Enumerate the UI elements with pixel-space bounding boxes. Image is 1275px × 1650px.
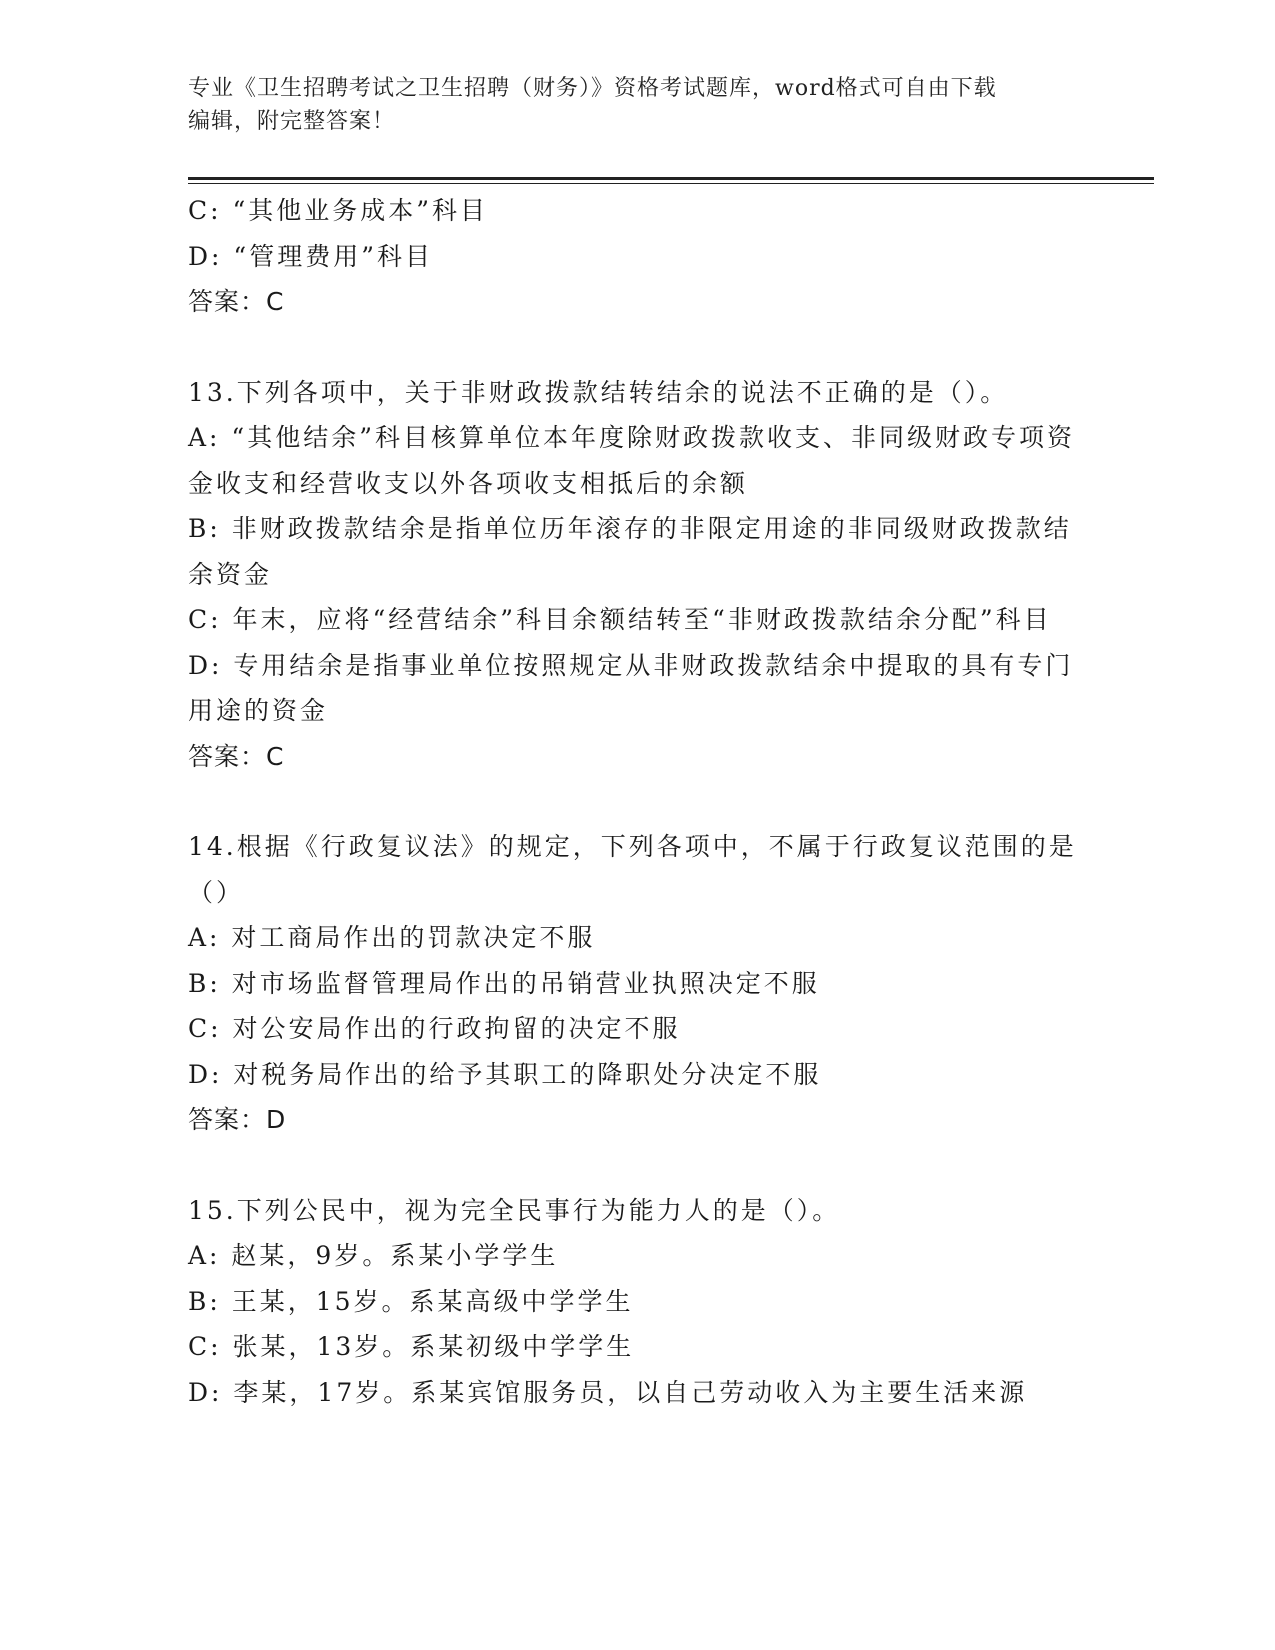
header-divider-thin [188,183,1154,184]
option-b: B: 非财政拨款结余是指单位历年滚存的非限定用途的非同级财政拨款结余资金 [188,514,1072,589]
option-b: B: 王某，15岁。系某高级中学学生 [188,1286,634,1316]
question-list [188,188,1078,1415]
option-d: D: 专用结余是指事业单位按照规定从非财政拨款结余中提取的具有专门用途的资金 [188,650,1074,725]
option-b: B: 对市场监督管理局作出的吊销营业执照决定不服 [188,968,820,998]
answer: 答案：D [188,1105,287,1134]
answer: 答案：C [188,287,285,316]
question-stem: 14.根据《行政复议法》的规定，下列各项中，不属于行政复议范围的是（） [188,832,1077,907]
option-a: A: 赵某，9岁。系某小学学生 [188,1241,559,1270]
option-d: D: 对税务局作出的给予其职工的降职处分决定不服 [188,1059,822,1089]
answer: 答案：C [188,741,285,771]
option-c: C: “其他业务成本”科目 [188,196,489,225]
document-header [188,72,1088,138]
option-d: D: 李某，17岁。系某宾馆服务员，以自己劳动收入为主要生活来源 [188,1377,1028,1407]
header-line-1: 专业《卫生招聘考试之卫生招聘（财务）》资格考试题库，word格式可自由下载 [188,76,997,101]
header-line-2: 编辑，附完整答案！ [188,109,396,134]
question-15 [188,1188,1078,1416]
option-a: A: 对工商局作出的罚款决定不服 [188,923,596,952]
question-12-tail [188,188,1078,325]
question-14 [188,824,1078,1143]
option-a: A: “其他结余”科目核算单位本年度除财政拨款收支、非同级财政专项资金收支和经营收支以外各项收支相抵后的余额 [188,423,1075,498]
header-divider-thick [188,177,1154,180]
question-13 [188,370,1078,780]
option-c: C: 年末，应将“经营结余”科目余额结转至“非财政拨款结余分配”科目 [188,605,1052,634]
question-stem: 15.下列公民中，视为完全民事行为能力人的是（）。 [188,1195,841,1225]
option-c: C: 张某，13岁。系某初级中学学生 [188,1332,635,1361]
question-stem: 13.下列各项中，关于非财政拨款结转结余的说法不正确的是（）。 [188,377,1009,407]
option-c: C: 对公安局作出的行政拘留的决定不服 [188,1014,681,1043]
option-d: D: “管理费用”科目 [188,241,433,271]
